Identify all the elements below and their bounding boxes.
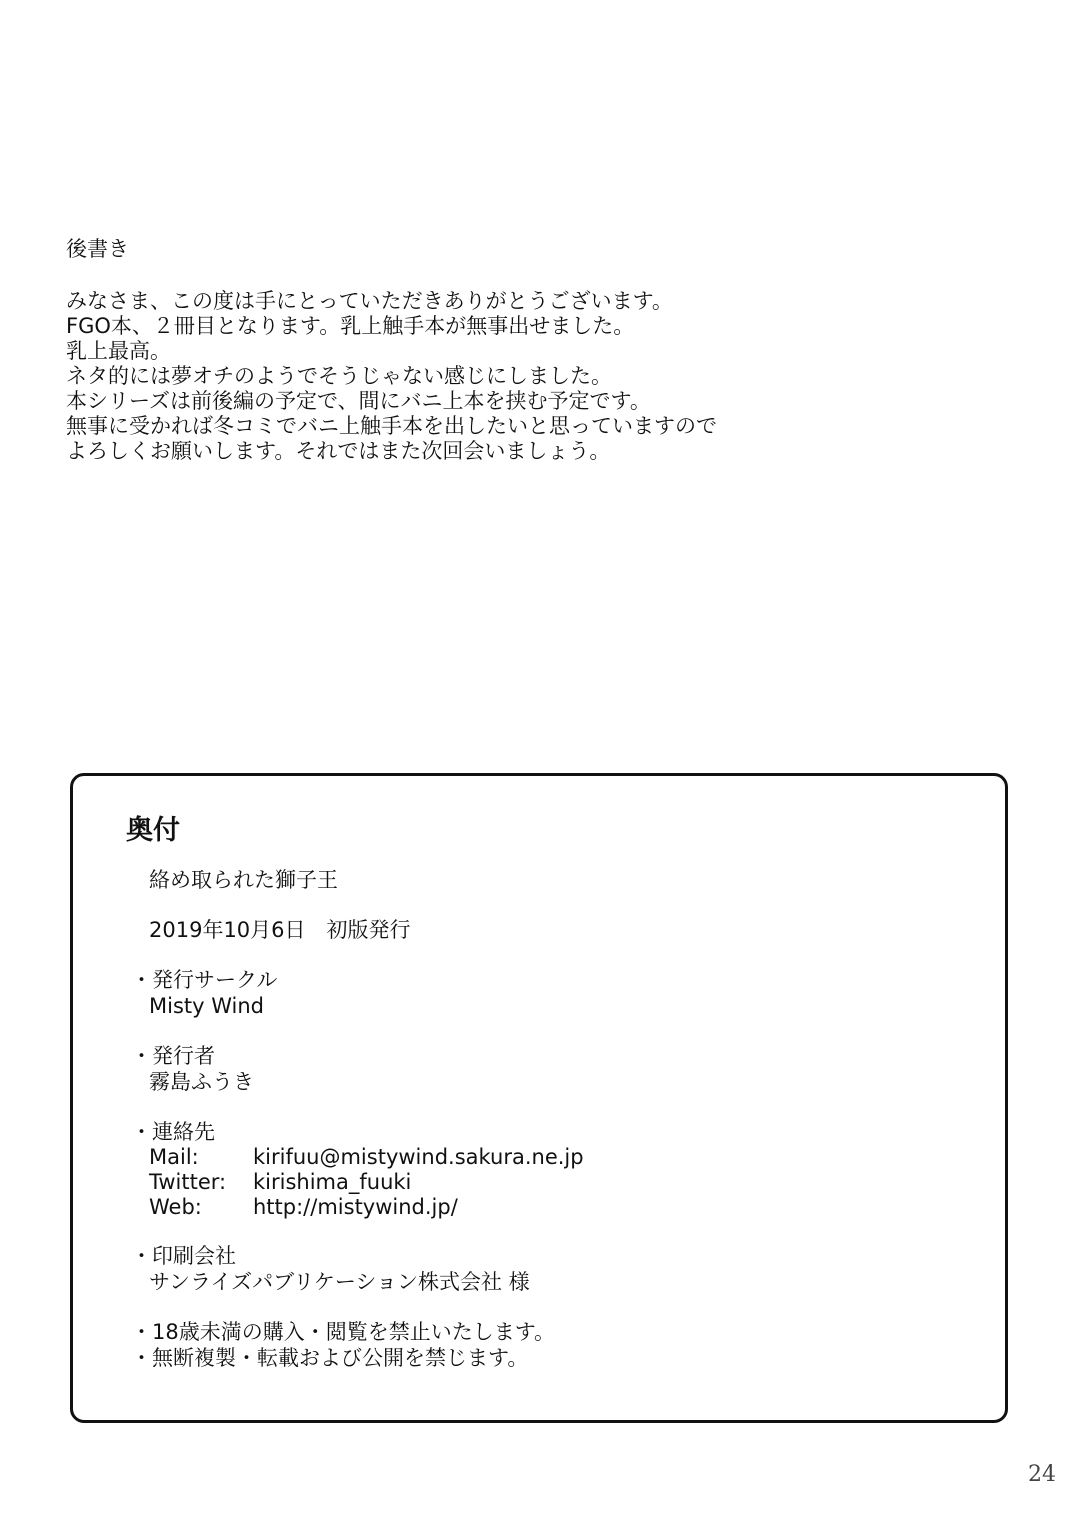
afterword-line: 乳上最高。 (66, 339, 171, 363)
circle-label: ・発行サークル (131, 968, 278, 992)
book-title: 絡め取られた獅子王 (149, 868, 338, 892)
afterword-line: みなさま、この度は手にとっていただきありがとうございます。 (66, 289, 673, 313)
colophon-box (70, 773, 1008, 1423)
contact-twitter-row (149, 1169, 411, 1195)
afterword-heading: 後書き (66, 237, 129, 261)
web-value[interactable]: http://mistywind.jp/ (253, 1195, 458, 1219)
twitter-value[interactable]: kirishima_fuuki (253, 1170, 412, 1194)
contact-label: ・連絡先 (131, 1120, 215, 1144)
contact-mail-row (149, 1144, 584, 1170)
afterword-line: よろしくお願いします。それではまた次回会いましょう。 (66, 439, 611, 463)
afterword-line: 無事に受かれば冬コミでバニ上触手本を出したいと思っていますので (66, 414, 717, 438)
mail-value[interactable]: kirifuu@mistywind.sakura.ne.jp (253, 1145, 584, 1169)
printer-label: ・印刷会社 (131, 1244, 236, 1268)
mail-key: Mail: (149, 1145, 199, 1169)
twitter-key: Twitter: (149, 1170, 227, 1194)
notice-copy: ・無断複製・転載および公開を禁じます。 (131, 1346, 529, 1370)
colophon-title: 奥付 (126, 815, 180, 846)
page-number: 24 (1028, 1462, 1056, 1487)
release-date: 2019年10月6日 初版発行 (149, 918, 411, 942)
printer-name: サンライズパブリケーション株式会社 様 (149, 1270, 530, 1294)
web-key: Web: (149, 1195, 202, 1219)
contact-web-row (149, 1194, 458, 1220)
afterword-line: ネタ的には夢オチのようでそうじゃない感じにしました。 (66, 364, 612, 388)
afterword-line: FGO本、２冊目となります。乳上触手本が無事出せました。 (66, 314, 635, 338)
notice-age: ・18歳未満の購入・閲覧を禁止いたします。 (131, 1320, 556, 1344)
publisher-label: ・発行者 (131, 1044, 215, 1068)
afterword-section (66, 234, 1026, 464)
afterword-line: 本シリーズは前後編の予定で、間にバニ上本を挟む予定です。 (66, 389, 651, 413)
publisher-name: 霧島ふうき (149, 1070, 254, 1094)
circle-name: Misty Wind (149, 994, 265, 1018)
